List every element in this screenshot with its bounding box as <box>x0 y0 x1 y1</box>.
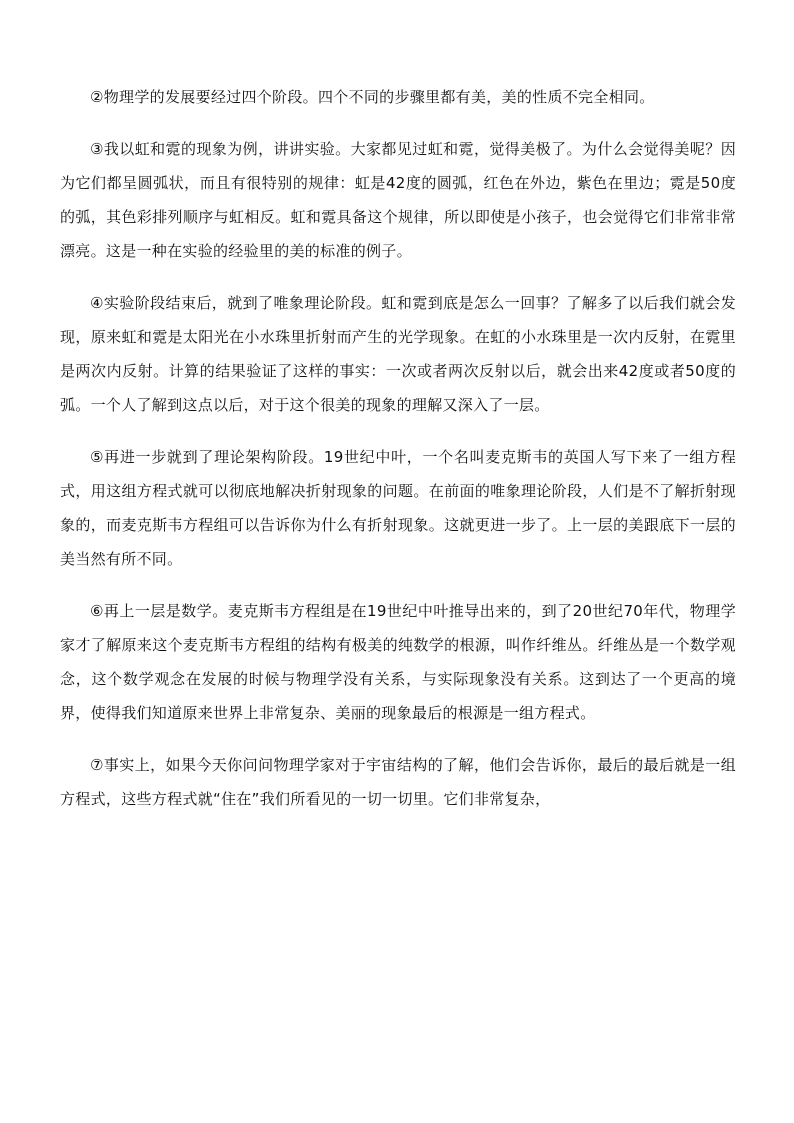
paragraph-3: ③我以虹和霓的现象为例，讲讲实验。大家都见过虹和霓，觉得美极了。为什么会觉得美呢？因为它们都呈圆弧状，而且有很特别的规律：虹是42度的圆弧，红色在外边，紫色在里边；霓是50度的弧，其色彩排列顺序与虹相反。虹和霓具备这个规律，所以即使是小孩子，也会觉得它们非常非常漂亮。这是一种在实验的经验里的美的标准的例子。 <box>60 140 736 260</box>
paragraph-6: ⑥再上一层是数学。麦克斯韦方程组是在19世纪中叶推导出来的，到了20世纪70年代，物理学家才了解原来这个麦克斯韦方程组的结构有极美的纯数学的根源，叫作纤维丛。纤维丛是一个数学观念，这个数学观念在发展的时候与物理学没有关系，与实际现象没有关系。这到达了一个更高的境界，使得我们知道原来世界上非常复杂、美丽的现象最后的根源是一组方程式。 <box>60 602 736 722</box>
document-page <box>60 80 736 834</box>
paragraph-5: ⑤再进一步就到了理论架构阶段。19世纪中叶，一个名叫麦克斯韦的英国人写下来了一组方程式，用这组方程式就可以彻底地解决折射现象的问题。在前面的唯象理论阶段，人们是不了解折射现象的，而麦克斯韦方程组可以告诉你为什么有折射现象。这就更进一步了。上一层的美跟底下一层的美当然有所不同。 <box>60 448 736 568</box>
paragraph-2: ②物理学的发展要经过四个阶段。四个不同的步骤里都有美，美的性质不完全相同。 <box>90 88 655 106</box>
paragraph-4: ④实验阶段结束后，就到了唯象理论阶段。虹和霓到底是怎么一回事？了解多了以后我们就会发现，原来虹和霓是太阳光在小水珠里折射而产生的光学现象。在虹的小水珠里是一次内反射，在霓里是两次内反射。计算的结果验证了这样的事实：一次或者两次反射以后，就会出来42度或者50度的弧。一个人了解到这点以后，对于这个很美的现象的理解又深入了一层。 <box>60 294 736 414</box>
paragraph-7: ⑦事实上，如果今天你问问物理学家对于宇宙结构的了解，他们会告诉你，最后的最后就是一组方程式，这些方程式就“住在”我们所看见的一切一切里。它们非常复杂， <box>60 756 736 808</box>
